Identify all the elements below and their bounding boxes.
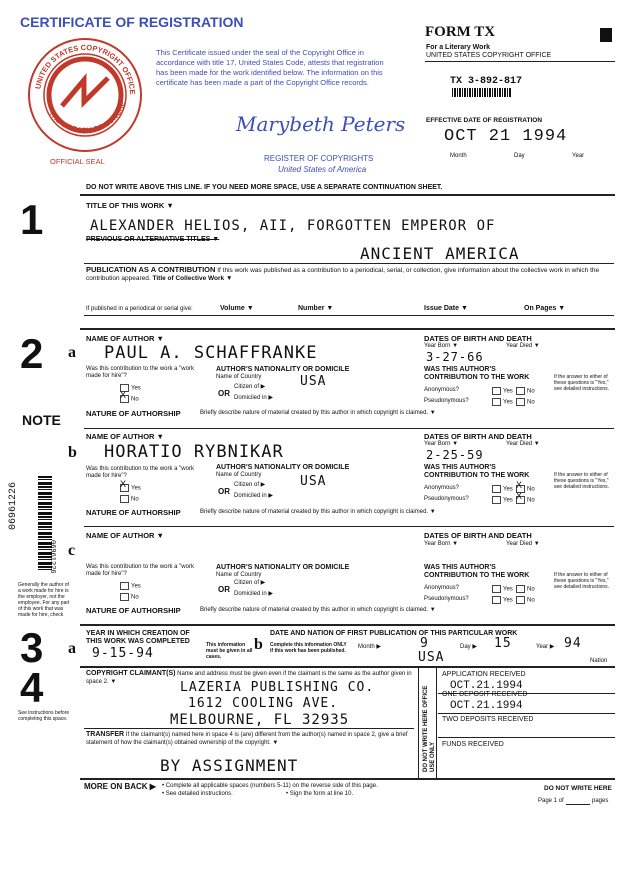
side-barcode-number-2: 06961226 xyxy=(48,540,56,574)
certificate-intro: This Certificate issued under the seal of the Copyright Office in accordance with title 17, United States Code, attests that registration has been made for the work identified below. The information on this certificate has been made a part of the Copyright Office records. xyxy=(156,48,384,87)
footer-bullet-2: • See detailed instructions. xyxy=(162,791,233,797)
section-1-number: 1 xyxy=(20,196,44,243)
author-a-born: 3-27-66 xyxy=(426,350,484,364)
pub-day-value: 15 xyxy=(494,636,512,651)
author-c-wmfh-yes[interactable]: Yes xyxy=(120,582,141,591)
author-a-name: PAUL A. SCHAFFRANKE xyxy=(104,343,318,363)
section-4-number: 4 xyxy=(20,664,44,711)
author-b-anon-yes[interactable]: Yes xyxy=(492,485,513,494)
author-b-nationality-label: AUTHOR'S NATIONALITY OR DOMICILE xyxy=(216,464,350,471)
author-a-citizen: Citizen of ▶ xyxy=(234,384,266,390)
author-b-wmfh: Was this contribution to the work a "work made for hire"? xyxy=(86,466,194,479)
registration-barcode xyxy=(452,88,512,97)
one-deposit-label: ONE DEPOSIT RECEIVED xyxy=(442,691,528,698)
author-c-wmfh: Was this contribution to the work a "work made for hire"? xyxy=(86,564,194,577)
author-c-wmfh-no[interactable]: No xyxy=(120,593,139,602)
claimant-label: COPYRIGHT CLAIMANT(S) xyxy=(86,670,176,677)
on-pages-label: On Pages ▼ xyxy=(524,305,566,312)
pub-year-value: 94 xyxy=(564,636,582,651)
author-c-name-label: NAME OF AUTHOR ▼ xyxy=(86,531,164,540)
first-publication-label: DATE AND NATION OF FIRST PUBLICATION OF THIS PARTICULAR WORK xyxy=(270,630,518,637)
author-c-dates-label: DATES OF BIRTH AND DEATH xyxy=(424,531,532,540)
section-4-side-note: See instructions before completing this space. xyxy=(18,710,70,722)
note-label: NOTE xyxy=(22,412,61,428)
author-a-pseudo-label: Pseudonymous? xyxy=(424,398,469,404)
author-b-or: OR xyxy=(218,487,230,496)
author-b-contribution-label: WAS THIS AUTHOR'S CONTRIBUTION TO THE WORK xyxy=(424,464,530,479)
author-c-contribution-label: WAS THIS AUTHOR'S CONTRIBUTION TO THE WORK xyxy=(424,564,530,579)
form-title: FORM TX xyxy=(425,24,496,40)
page-of-label: Page 1 of xyxy=(538,798,564,804)
author-b-anon-label: Anonymous? xyxy=(424,485,460,491)
author-a-name-label: NAME OF AUTHOR ▼ xyxy=(86,334,164,343)
author-b-answer-note: If the answer to either of these questions is "Yes," see detailed instructions. xyxy=(554,472,610,490)
claimant-line-3: MELBOURNE, FL 32935 xyxy=(170,712,350,728)
author-b-country: USA xyxy=(300,474,327,489)
author-b-pseudo-label: Pseudonymous? xyxy=(424,496,469,502)
register-signature: Marybeth Peters xyxy=(236,112,406,136)
registration-number: TX 3-892-817 xyxy=(450,76,523,87)
author-b-country-label: Name of Country xyxy=(216,472,262,478)
claimant-line-1: LAZERIA PUBLISHING CO. xyxy=(180,680,375,695)
year-creation-label: YEAR IN WHICH CREATION OF THIS WORK WAS COMPLETED xyxy=(86,630,190,645)
author-b-dates-label: DATES OF BIRTH AND DEATH xyxy=(424,432,532,441)
transfer-value: BY ASSIGNMENT xyxy=(160,756,299,775)
svg-text:THE LIBRARY OF CONGRESS: THE LIBRARY OF CONGRE xyxy=(47,99,128,135)
footer-bullet-3: • Sign the form at line 10. xyxy=(286,791,354,797)
author-a-anon-label: Anonymous? xyxy=(424,387,460,393)
author-a-anon-yes[interactable]: Yes xyxy=(492,387,513,396)
year-creation-note: This information must be given in all cases. xyxy=(206,642,253,660)
author-b-anon-no[interactable]: X No xyxy=(516,480,535,493)
pub-nation-label: Nation xyxy=(590,658,608,664)
author-a-country-label: Name of Country xyxy=(216,374,262,380)
author-a-pseudo-no[interactable]: No xyxy=(516,398,535,407)
author-c-citizen: Citizen of ▶ xyxy=(234,580,266,586)
author-b-pseudo-no[interactable]: X No xyxy=(516,491,535,504)
claimant-text: Name and address must be given even if the claimant is the same as the author given in space 2. ▼ xyxy=(86,671,412,685)
author-b-name-label: NAME OF AUTHOR ▼ xyxy=(86,432,164,441)
publication-text: If this work was published as a contribution to a periodical, serial, or collection, give information about the collective work in which the contribution appeared. xyxy=(86,267,600,282)
collective-work-label: Title of Collective Work ▼ xyxy=(152,275,233,282)
author-a-letter: a xyxy=(68,344,76,361)
corner-mark xyxy=(600,28,612,42)
issue-date-label: Issue Date ▼ xyxy=(424,305,468,312)
year-creation-value: 9-15-94 xyxy=(92,646,154,661)
pub-year-label: Year ▶ xyxy=(536,644,555,650)
author-b-citizen: Citizen of ▶ xyxy=(234,482,266,488)
svg-text:UNITED STATES COPYRIGHT OFFICE: UNITED STATES COPYRIGHT OFFICE xyxy=(33,42,138,95)
author-c-anon-label: Anonymous? xyxy=(424,585,460,591)
effective-date: OCT 21 1994 xyxy=(444,127,568,146)
author-c-country-label: Name of Country xyxy=(216,572,262,578)
author-c-anon-no[interactable]: No xyxy=(516,585,535,594)
author-b-nature-label: NATURE OF AUTHORSHIP xyxy=(86,508,181,517)
section-2-number: 2 xyxy=(20,330,44,377)
section-3-number: 3 xyxy=(20,624,44,671)
author-b-domiciled: Domiciled in ▶ xyxy=(234,493,273,499)
number-label: Number ▼ xyxy=(298,305,334,312)
author-b-died-label: Year Died ▼ xyxy=(506,441,540,447)
author-b-pseudo-yes[interactable]: Yes xyxy=(492,496,513,505)
author-b-wmfh-no[interactable]: No xyxy=(120,495,139,504)
two-deposits-label: TWO DEPOSITS RECEIVED xyxy=(442,716,534,723)
author-a-wmfh-yes[interactable]: Yes xyxy=(120,384,141,393)
author-c-nature-label: NATURE OF AUTHORSHIP xyxy=(86,606,181,615)
application-received-label: APPLICATION RECEIVED xyxy=(442,671,526,678)
more-on-back-label: MORE ON BACK ▶ xyxy=(84,782,156,791)
author-b-wmfh-yes[interactable]: X Yes xyxy=(120,479,141,492)
title-line-1: ALEXANDER HELIOS, AII, FORGOTTEN EMPEROR OF xyxy=(90,218,496,234)
author-a-country: USA xyxy=(300,374,327,389)
author-a-nationality-label: AUTHOR'S NATIONALITY OR DOMICILE xyxy=(216,366,350,373)
author-a-wmfh: Was this contribution to the work a "work made for hire"? xyxy=(86,366,194,379)
do-not-write-here-label: DO NOT WRITE HERE xyxy=(544,785,612,792)
author-a-anon-no[interactable]: No xyxy=(516,387,535,396)
pub-month-value: 9 xyxy=(420,636,429,651)
funds-received-label: FUNDS RECEIVED xyxy=(442,741,504,748)
pub-day-label: Day ▶ xyxy=(460,644,477,650)
form-sub2: UNITED STATES COPYRIGHT OFFICE xyxy=(426,52,552,59)
day-label: Day xyxy=(514,153,525,159)
month-label: Month xyxy=(450,153,467,159)
author-c-pseudo-label: Pseudonymous? xyxy=(424,596,469,602)
register-title: REGISTER OF COPYRIGHTS xyxy=(264,154,374,163)
author-a-contribution-label: WAS THIS AUTHOR'S CONTRIBUTION TO THE WORK xyxy=(424,366,530,381)
author-a-or: OR xyxy=(218,389,230,398)
author-a-pseudo-yes[interactable]: Yes xyxy=(492,398,513,407)
pub-nation-value: USA xyxy=(418,650,445,665)
author-b-born: 2-25-59 xyxy=(426,448,484,462)
year-label: Year xyxy=(572,153,585,159)
author-b-born-label: Year Born ▼ xyxy=(424,441,459,447)
author-a-born-label: Year Born ▼ xyxy=(424,343,459,349)
author-c-answer-note: If the answer to either of these questions is "Yes," see detailed instructions. xyxy=(554,572,610,590)
section-3b-letter: b xyxy=(254,636,263,653)
author-c-or: OR xyxy=(218,585,230,594)
footer-bullet-1: • Complete all applicable spaces (numbers 5-11) on the reverse side of this page. xyxy=(162,783,378,789)
transfer-text: If the claimant(s) named here in space 4 is (are) different from the author(s) named in space 2, give a brief statement of how the claimant(s) obtained ownership of the copyright. ▼ xyxy=(86,732,408,746)
do-not-write-notice: DO NOT WRITE ABOVE THIS LINE. IF YOU NEED MORE SPACE, USE A SEPARATE CONTINUATION SHEET. xyxy=(86,184,443,191)
official-seal xyxy=(26,36,144,154)
office-use-label: DO NOT WRITE HERE OFFICE USE ONLY xyxy=(423,685,436,772)
author-b-nature-text: Briefly describe nature of material created by this author in which copyright is claimed. ▼ xyxy=(200,509,436,515)
author-b-letter: b xyxy=(68,444,77,461)
author-c-born-label: Year Born ▼ xyxy=(424,541,459,547)
publication-label: PUBLICATION AS A CONTRIBUTION xyxy=(86,265,216,274)
author-a-nature-label: NATURE OF AUTHORSHIP xyxy=(86,409,181,418)
register-country: United States of America xyxy=(278,165,367,174)
pub-month-label: Month ▶ xyxy=(358,644,381,650)
author-a-dates-label: DATES OF BIRTH AND DEATH xyxy=(424,334,532,343)
title-line-2: ANCIENT AMERICA xyxy=(360,244,520,263)
author-c-nationality-label: AUTHOR'S NATIONALITY OR DOMICILE xyxy=(216,564,350,571)
form-sub1: For a Literary Work xyxy=(426,44,491,51)
author-a-died-label: Year Died ▼ xyxy=(506,343,540,349)
author-c-died-label: Year Died ▼ xyxy=(506,541,540,547)
claimant-line-2: 1612 COOLING AVE. xyxy=(188,696,339,711)
publication-contribution xyxy=(86,266,616,283)
transfer-label: TRANSFER xyxy=(86,731,125,738)
previous-title-label: PREVIOUS OR ALTERNATIVE TITLES ▼ xyxy=(86,236,220,243)
author-c-pseudo-yes[interactable]: Yes xyxy=(492,596,513,605)
volume-label: Volume ▼ xyxy=(220,305,254,312)
section-3a-letter: a xyxy=(68,640,76,657)
application-received-date: OCT.21.1994 xyxy=(450,680,523,692)
author-c-letter: c xyxy=(68,542,76,559)
transfer-block xyxy=(86,731,416,747)
certificate-title: CERTIFICATE OF REGISTRATION xyxy=(20,14,244,30)
effective-date-label: EFFECTIVE DATE OF REGISTRATION xyxy=(426,117,543,124)
seal-icon xyxy=(26,36,144,154)
author-a-answer-note: If the answer to either of these questions is "Yes," see detailed instructions. xyxy=(554,374,610,392)
author-a-domiciled: Domiciled in ▶ xyxy=(234,395,273,401)
work-for-hire-side-note: Generally the author of a work made for hire is the employer, not the employee. For any part of this work that was made for hire, check xyxy=(18,582,70,618)
author-c-pseudo-no[interactable]: No xyxy=(516,596,535,605)
author-c-anon-yes[interactable]: Yes xyxy=(492,585,513,594)
author-b-name: HORATIO RYBNIKAR xyxy=(104,442,284,462)
author-c-nature-text: Briefly describe nature of material created by this author in which copyright is claimed. ▼ xyxy=(200,607,436,613)
one-deposit-date: OCT.21.1994 xyxy=(450,700,523,712)
periodical-label: If published in a periodical or serial give: xyxy=(86,306,193,312)
title-label: TITLE OF THIS WORK ▼ xyxy=(86,201,174,210)
first-publication-note: Complete this information ONLY if this work has been published. xyxy=(270,642,347,654)
author-c-domiciled: Domiciled in ▶ xyxy=(234,591,273,597)
seal-label: OFFICIAL SEAL xyxy=(50,157,105,166)
author-a-nature-text: Briefly describe nature of material created by this author in which copyright is claimed. ▼ xyxy=(200,410,436,416)
pages-label: pages xyxy=(592,798,609,804)
author-a-wmfh-no[interactable]: X No xyxy=(120,390,139,403)
side-barcode-number: 06961226 xyxy=(8,481,19,530)
